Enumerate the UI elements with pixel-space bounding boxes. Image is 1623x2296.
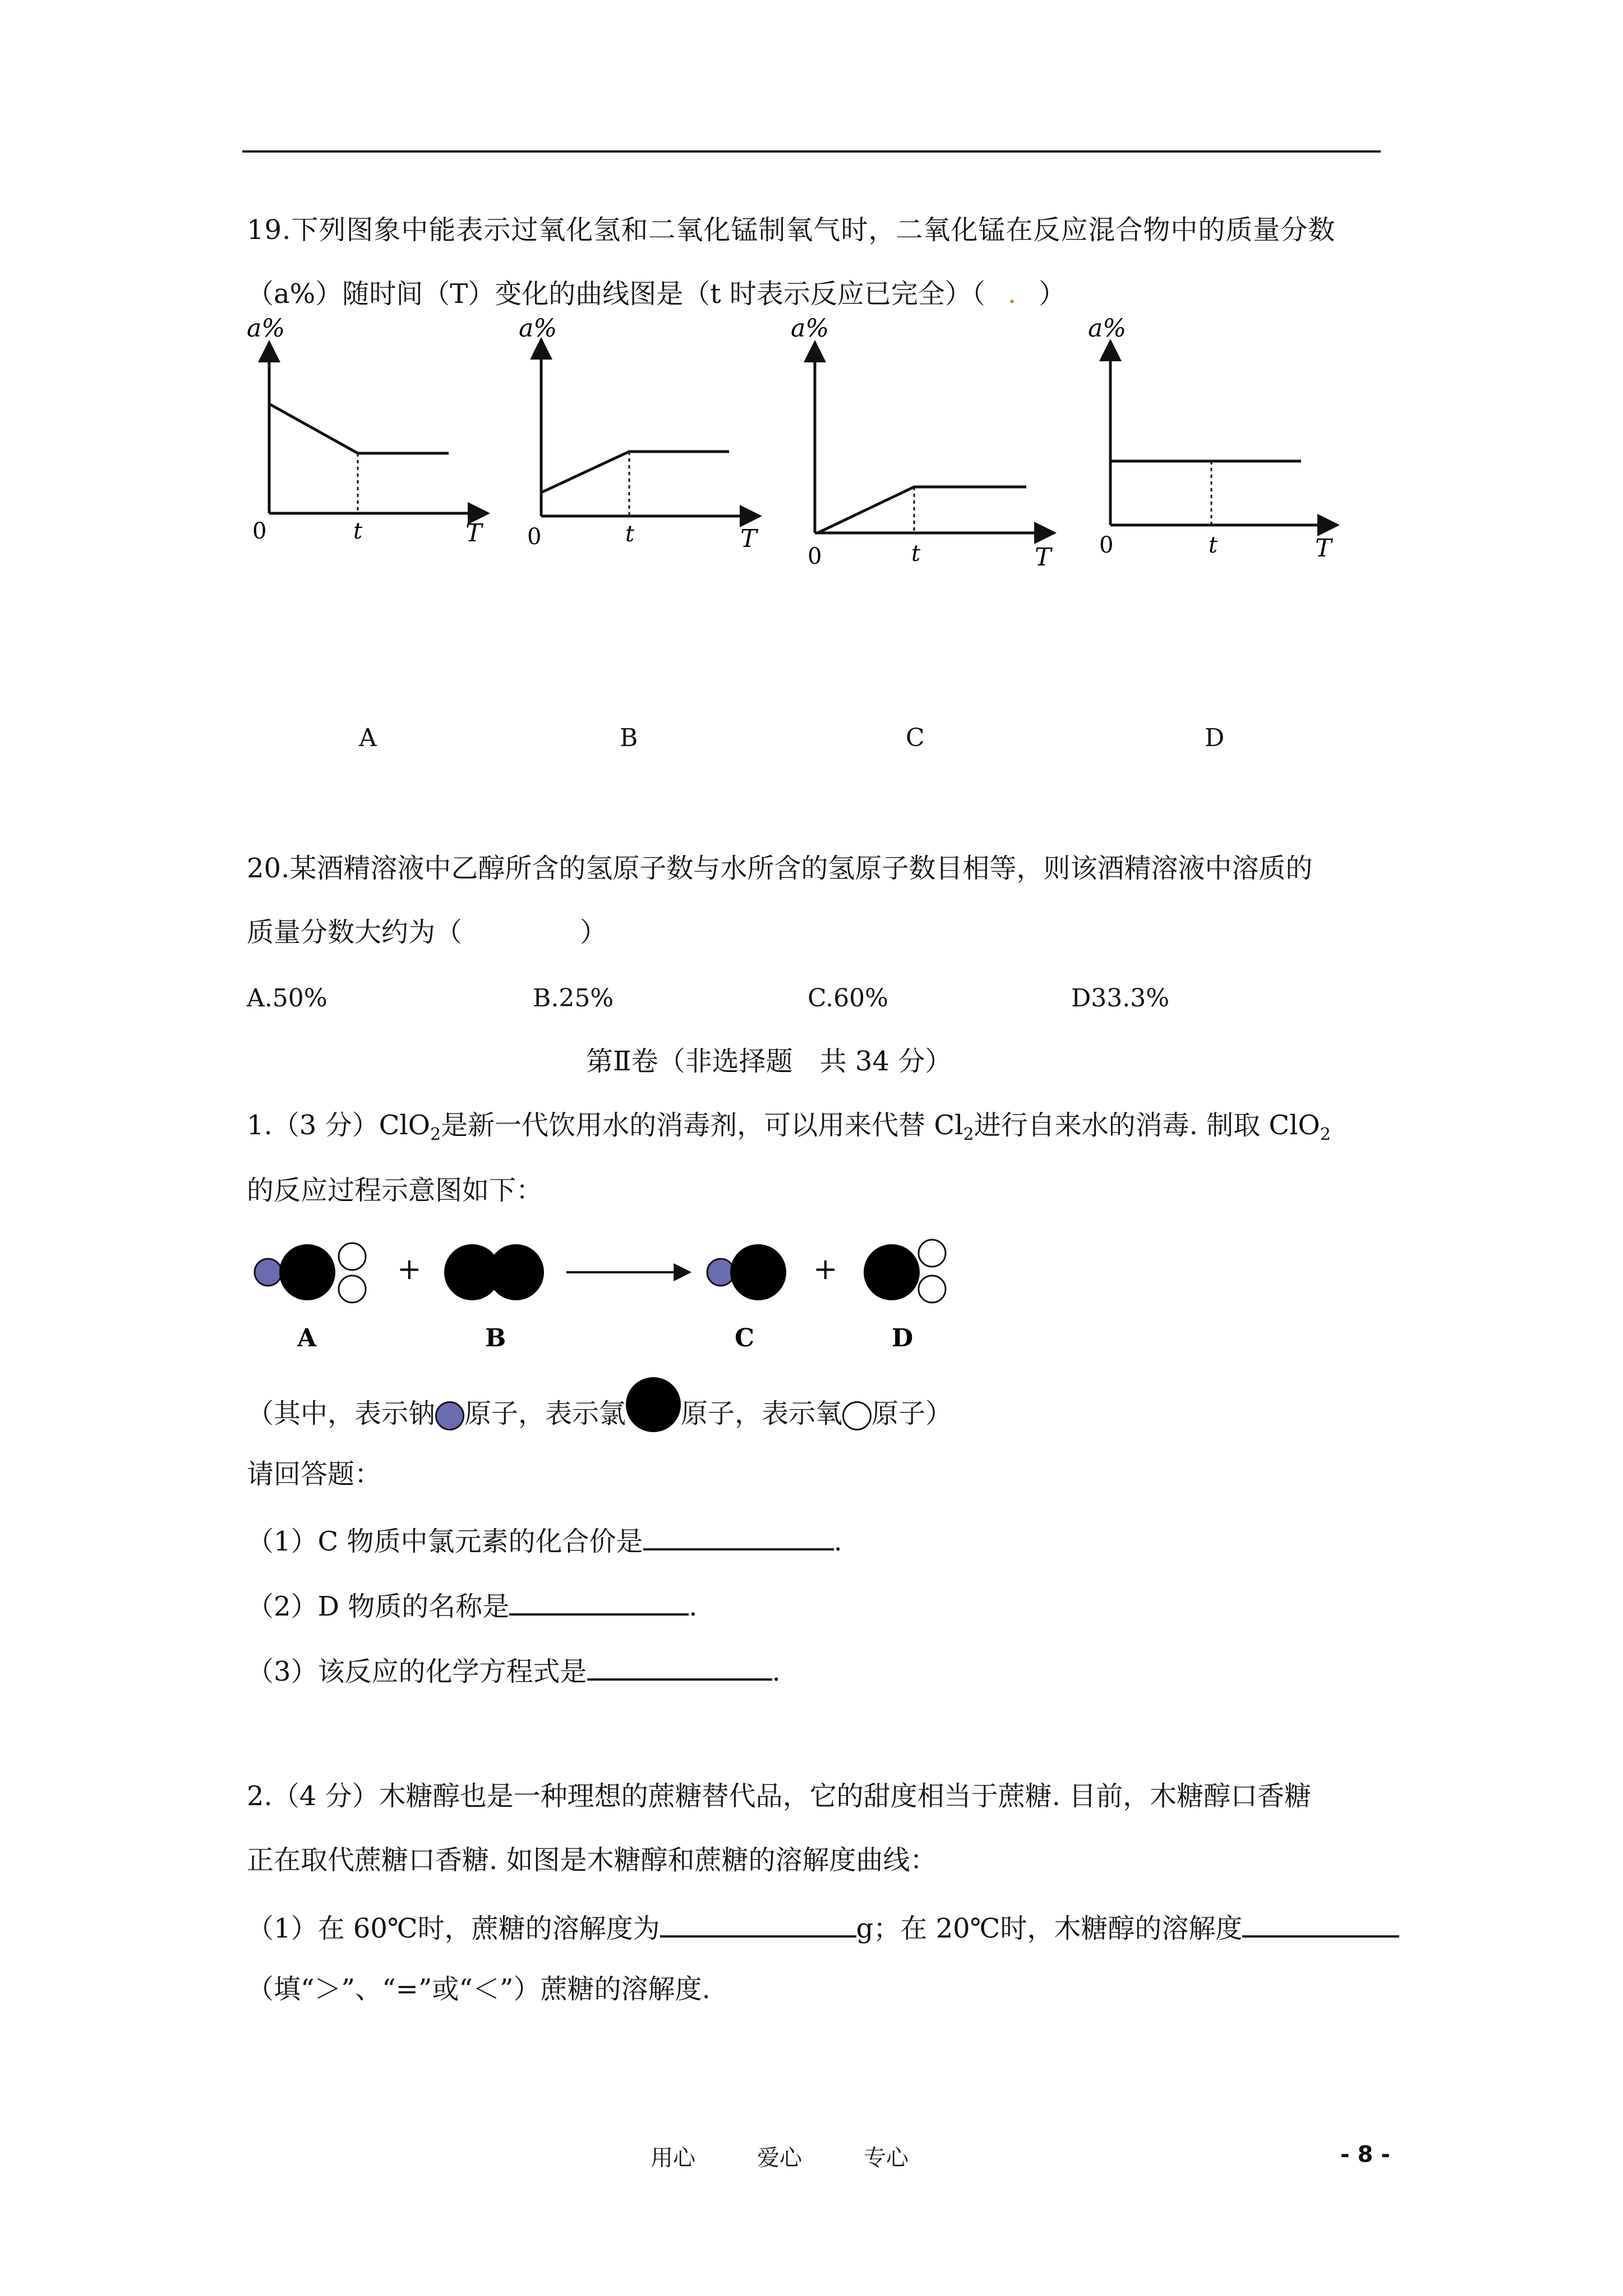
molecule-d bbox=[864, 1240, 946, 1303]
graph-c-origin: 0 bbox=[808, 544, 822, 569]
motto-3: 专心 bbox=[864, 2145, 909, 2171]
chlorine-atom-icon bbox=[626, 1377, 681, 1432]
q20-line2-text: 质量分数大约为（ bbox=[247, 917, 463, 948]
graph-a-ylabel: a% bbox=[247, 314, 285, 343]
graph-b-xlabel: T bbox=[740, 524, 757, 553]
graph-label-a: A bbox=[359, 724, 377, 752]
p1-q3 bbox=[247, 1651, 781, 1688]
graph-d-tick: t bbox=[1209, 532, 1218, 558]
page-number: - 8 - bbox=[1340, 2142, 1390, 2168]
reaction-diagram bbox=[241, 1217, 993, 1363]
graph-a-xlabel: T bbox=[465, 519, 482, 547]
graph-a-tick: t bbox=[353, 518, 363, 544]
graph-label-c: C bbox=[906, 724, 925, 752]
p1-legend bbox=[247, 1394, 952, 1433]
p2-line1: 2.（4 分）木糖醇也是一种理想的蔗糖替代品，它的甜度相当于蔗糖. 目前，木糖醇口香糖 bbox=[247, 1780, 1312, 1812]
graph-c-ylabel: a% bbox=[791, 314, 829, 343]
p1-line1-b: 是新一代饮用水的消毒剂，可以用来代替 Cl bbox=[441, 1110, 963, 1141]
legend-text-c: 原子，表示氧 bbox=[681, 1398, 843, 1429]
molecule-b bbox=[444, 1244, 544, 1300]
p1-sub-2: 2 bbox=[963, 1125, 974, 1144]
graph-b-tick: t bbox=[625, 521, 635, 547]
p1-line2: 的反应过程示意图如下： bbox=[247, 1175, 543, 1206]
graph-label-b: B bbox=[620, 724, 638, 752]
graph-d-origin: 0 bbox=[1099, 532, 1114, 558]
graph-d-ylabel: a% bbox=[1088, 314, 1127, 343]
q20-option-c: C.60% bbox=[808, 984, 888, 1013]
p1-q1-dot: . bbox=[833, 1526, 842, 1557]
p1-line1 bbox=[247, 1108, 1331, 1152]
q19-line2-close: ） bbox=[1039, 278, 1066, 310]
answer-blank-d-name[interactable] bbox=[509, 1586, 689, 1616]
graph-a-origin: 0 bbox=[252, 518, 267, 544]
q19-graphs bbox=[236, 314, 1357, 595]
legend-text-b: 原子，表示氯 bbox=[464, 1398, 626, 1429]
p1-q1-text: （1）C 物质中氯元素的化合价是 bbox=[247, 1526, 643, 1557]
graph-label-d: D bbox=[1205, 724, 1225, 752]
q20-line1: 20.某酒精溶液中乙醇所含的氢原子数与水所含的氢原子数目相等，则该酒精溶液中溶质的 bbox=[247, 853, 1313, 884]
answer-blank-c-valence[interactable] bbox=[643, 1521, 834, 1550]
answer-blank-compare[interactable] bbox=[1242, 1908, 1399, 1938]
molecule-label-a: A bbox=[297, 1324, 317, 1352]
oxygen-atom-icon bbox=[842, 1401, 872, 1430]
q19-line2-text: （a%）随时间（T）变化的曲线图是（t 时表示反应已完全）（ bbox=[247, 278, 985, 310]
graph-d-xlabel: T bbox=[1315, 534, 1332, 563]
p2-q1-text-a: （1）在 60℃时，蔗糖的溶解度为 bbox=[247, 1913, 660, 1944]
p1-line1-c: 进行自来水的消毒 bbox=[974, 1110, 1189, 1141]
graph-b bbox=[519, 314, 760, 553]
graph-a bbox=[247, 314, 488, 547]
molecule-a bbox=[255, 1243, 366, 1303]
footer-motto bbox=[651, 2140, 909, 2172]
motto-1: 用心 bbox=[651, 2145, 695, 2171]
graph-c-curve bbox=[818, 487, 1026, 533]
p1-q2-dot: . bbox=[689, 1591, 698, 1622]
q19-line2-dot: . bbox=[1007, 278, 1017, 310]
p1-sub-3: 2 bbox=[1320, 1125, 1331, 1144]
sodium-atom-icon bbox=[435, 1401, 464, 1430]
section2-title: 第Ⅱ卷（非选择题 共 34 分） bbox=[586, 1046, 952, 1077]
q20-option-d: D33.3% bbox=[1071, 984, 1170, 1013]
graph-c-xlabel: T bbox=[1035, 543, 1052, 572]
q20-line2-close: ） bbox=[580, 917, 607, 948]
p1-q3-text: （3）该反应的化学方程式是 bbox=[247, 1656, 587, 1687]
plus-1: + bbox=[397, 1253, 422, 1286]
header-rule bbox=[242, 150, 1381, 153]
p1-q1 bbox=[247, 1521, 842, 1558]
graph-b-ylabel: a% bbox=[519, 314, 557, 343]
p1-line1-a: 1.（3 分）ClO bbox=[247, 1110, 431, 1141]
molecule-c bbox=[707, 1244, 786, 1300]
answer-blank-sucrose-solubility[interactable] bbox=[660, 1908, 856, 1938]
q20-line2 bbox=[247, 915, 607, 949]
p1-q2-text: （2）D 物质的名称是 bbox=[247, 1591, 510, 1622]
graph-c-tick: t bbox=[911, 541, 921, 567]
legend-text-a: （其中，表示钠 bbox=[247, 1398, 436, 1429]
p1-prompt: 请回答题： bbox=[247, 1458, 382, 1490]
p2-q1-line2: （填“＞”、“=”或“＜”）蔗糖的溶解度. bbox=[247, 1973, 711, 2005]
molecule-label-b: B bbox=[485, 1324, 506, 1352]
legend-text-d: 原子） bbox=[872, 1398, 953, 1429]
graph-a-curve bbox=[269, 404, 449, 453]
graph-d bbox=[1088, 314, 1338, 563]
plus-2: + bbox=[813, 1253, 838, 1286]
motto-2: 爱心 bbox=[757, 2145, 802, 2171]
q19-line2 bbox=[247, 277, 1066, 311]
q20-option-a: A.50% bbox=[247, 984, 328, 1013]
p1-sub-1: 2 bbox=[430, 1125, 441, 1144]
p2-q1 bbox=[247, 1908, 1399, 1945]
p1-line1-d: . 制取 ClO bbox=[1189, 1110, 1320, 1141]
p1-q2 bbox=[247, 1586, 698, 1623]
graph-b-origin: 0 bbox=[527, 524, 542, 550]
p2-line2: 正在取代蔗糖口香糖. 如图是木糖醇和蔗糖的溶解度曲线： bbox=[247, 1844, 937, 1876]
graph-c bbox=[791, 314, 1054, 572]
answer-blank-equation[interactable] bbox=[587, 1651, 772, 1681]
q20-option-b: B.25% bbox=[533, 984, 614, 1013]
graph-b-curve bbox=[541, 452, 729, 493]
molecule-label-c: C bbox=[735, 1324, 755, 1352]
molecule-label-d: D bbox=[892, 1324, 914, 1352]
p2-q1-text-b: g；在 20℃时，木糖醇的溶解度 bbox=[856, 1913, 1243, 1944]
q19-line1: 19.下列图象中能表示过氧化氢和二氧化锰制氧气时，二氧化锰在反应混合物中的质量分数 bbox=[247, 214, 1336, 246]
p1-q3-dot: . bbox=[772, 1656, 781, 1687]
